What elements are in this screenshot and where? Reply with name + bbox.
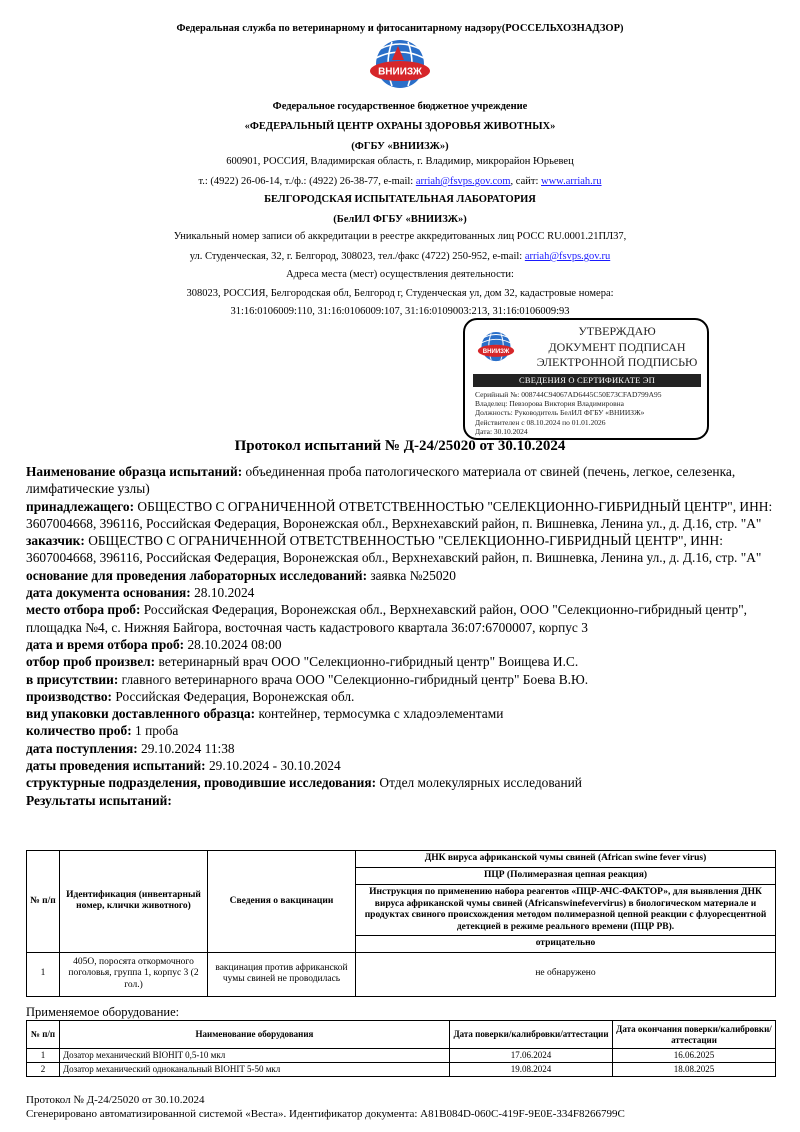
- eq-name: Дозатор механический BIOHIT 0,5-10 мкл: [60, 1049, 450, 1063]
- lab-address-prefix: ул. Студенческая, 32, г. Белгород, 308023, тел./факс (4722) 250-952, e-mail:: [189, 251, 525, 262]
- stamp-approve: УТВЕРЖДАЮ: [578, 324, 656, 338]
- stamp-electronic: ЭЛЕКТРОННОЙ ПОДПИСЬЮ: [536, 355, 698, 369]
- field-basis: основание для проведения лабораторных исследований: заявка №25020: [26, 567, 456, 583]
- equipment-label: Применяемое оборудование:: [26, 1005, 180, 1019]
- logo-text: ВНИИЗЖ: [378, 66, 422, 78]
- results-norm: отрицательно: [356, 936, 776, 953]
- field-departments: структурные подразделения, проводившие исследования: Отдел молекулярных исследований: [26, 775, 582, 791]
- field-owner: принадлежащего: ОБЩЕСТВО С ОГРАНИЧЕННОЙ ОТВЕТСТВЕННОСТЬЮ "СЕЛЕКЦИОННО-ГИБРИДНЫЙ ЦЕНТР", ИНН: 3607004668, 396116, Российская Федерация, Воронежская обл., Верхнехавский район, п. Вишневка, Ленина ул., д. Д.16, стр. "А": [26, 498, 773, 531]
- stamp-serial: Серийный №: 008744C94067AD6445C50E73CFAD799A95: [475, 390, 662, 399]
- results-header-num: № п/п: [27, 851, 60, 953]
- institution-contacts: [0, 175, 800, 189]
- stamp-valid: Действителен с 08.10.2024 по 01.01.2026: [475, 417, 606, 427]
- institution-short: (ФГБУ «ВНИИЗЖ»): [351, 141, 449, 152]
- equipment-table: [26, 1020, 776, 1077]
- results-header-id: Идентификация (инвентарный номер, клички животного): [60, 851, 208, 953]
- field-production: производство: Российская Федерация, Воронежская обл.: [26, 688, 355, 704]
- field-sampling-datetime: дата и время отбора проб: 28.10.2024 08:00: [26, 636, 282, 652]
- field-sampled-by: отбор проб произвел: ветеринарный врач ООО "Селекционно-гибридный центр" Воищева И.С.: [26, 654, 579, 670]
- protocol-title: Протокол испытаний № Д-24/25020 от 30.10.2024: [234, 438, 566, 454]
- eq-check: 19.08.2024: [450, 1063, 613, 1077]
- results-table: [26, 850, 776, 997]
- footer-protocol: Протокол № Д-24/25020 от 30.10.2024: [26, 1094, 205, 1106]
- row-id: 405О, поросята откормочного поголовья, группа 1, корпус 3 (2 гол.): [60, 952, 208, 996]
- activity-label: Адреса места (мест) осуществления деятельности:: [286, 269, 514, 280]
- eq-check: 17.06.2024: [450, 1049, 613, 1063]
- results-test-name: ДНК вируса африканской чумы свиней (African swine fever virus): [356, 851, 776, 868]
- field-results-label: Результаты испытаний:: [26, 792, 172, 808]
- lab-address: [0, 250, 800, 264]
- eq-end: 16.06.2025: [613, 1049, 776, 1063]
- table-row: [27, 952, 776, 996]
- stamp-logo: [473, 328, 519, 370]
- field-sampling-place: место отбора проб: Российская Федерация, Воронежская обл., Верхнехавский район, ООО "Селекционно-гибридный центр", площадка №4, с. Нижняя Байгора, восточная часть кадастрового квартала 36:07:6700007, корпус 3: [26, 602, 748, 635]
- field-sample-count: количество проб: 1 проба: [26, 723, 179, 739]
- field-basis-date: дата документа основания: 28.10.2024: [26, 585, 255, 601]
- site-prefix: , сайт:: [510, 176, 541, 187]
- row-result: не обнаружено: [356, 952, 776, 996]
- accreditation: Уникальный номер записи об аккредитации в реестре аккредитованных лиц РОСС RU.0001.21ПЛ37,: [173, 231, 627, 242]
- stamp-details: [475, 390, 705, 436]
- table-row: [27, 1049, 776, 1063]
- eq-header-name: Наименование оборудования: [60, 1021, 450, 1049]
- vniizzh-logo: [362, 38, 438, 98]
- results-instruction: Инструкция по применению набора реагентов «ПЦР-АЧС-ФАКТОР», для выявления ДНК вируса африканской чумы свиней (Africanswinefevervirus) в биологическом материале и продуктах свиного происхождения методом полимеразной цепной реакции с флуоресцентной детекцией в режиме реального времени (ПЦР РВ).: [356, 885, 776, 936]
- stamp-logo-text: ВНИИЗЖ: [482, 348, 510, 355]
- institution-type: Федеральное государственное бюджетное учреждение: [272, 101, 528, 112]
- site-link[interactable]: www.arriah.ru: [541, 176, 602, 187]
- field-witness: в присутствии: главного ветеринарного врача ООО "Селекционно-гибридный центр" Боева В.Ю.: [26, 671, 589, 687]
- eq-header-end: Дата окончания поверки/калибровки/аттестации: [613, 1021, 776, 1049]
- lab-short: (БелИЛ ФГБУ «ВНИИЗЖ»): [333, 214, 467, 225]
- lab-email-link[interactable]: arriah@fsvps.gov.ru: [524, 251, 611, 262]
- cadastral-numbers: 31:16:0106009:110, 31:16:0106009:107, 31:16:0109003:213, 31:16:0106009:93: [230, 306, 570, 317]
- email-link[interactable]: arriah@fsvps.gov.com: [415, 176, 511, 187]
- footer-generated: Сгенерировано автоматизированной системой «Веста». Идентификатор документа: A81B084D-060C-419F-9E0E-334F8266799C: [26, 1108, 625, 1120]
- stamp-position: Должность: Руководитель БелИЛ ФГБУ «ВНИИЗЖ»: [475, 408, 645, 418]
- row-num: 1: [27, 952, 60, 996]
- field-test-dates: даты проведения испытаний: 29.10.2024 - 30.10.2024: [26, 758, 341, 774]
- contacts-prefix: т.: (4922) 26-06-14, т./ф.: (4922) 26-38-77, e-mail:: [198, 176, 416, 187]
- field-sample-name: Наименование образца испытаний: объединенная проба патологического материала от свиней (печень, легкое, селезенка, лимфатические узлы): [26, 464, 736, 497]
- eq-header-check: Дата поверки/калибровки/аттестации: [450, 1021, 613, 1049]
- field-received: дата поступления: 29.10.2024 11:38: [26, 740, 235, 756]
- footer: [26, 1093, 625, 1121]
- activity-address: 308023, РОССИЯ, Белгородская обл, Белгород г, Студенческая ул, дом 32, кадастровые номера:: [186, 288, 614, 299]
- stamp-signed: ДОКУМЕНТ ПОДПИСАН: [548, 340, 686, 354]
- stamp-owner: Владелец: Певзорова Виктория Владимировна: [475, 399, 624, 409]
- stamp-cert-title: СВЕДЕНИЯ О СЕРТИФИКАТЕ ЭП: [473, 374, 701, 387]
- protocol-fields: [26, 463, 786, 809]
- results-header-vacc: Сведения о вакцинации: [208, 851, 356, 953]
- eq-num: 2: [27, 1063, 60, 1077]
- signature-stamp: [463, 318, 709, 440]
- agency-title: Федеральная служба по ветеринарному и фитосанитарному надзору(РОССЕЛЬХОЗНАДЗОР): [176, 23, 624, 34]
- results-method: ПЦР (Полимеразная цепная реакция): [356, 868, 776, 885]
- eq-num: 1: [27, 1049, 60, 1063]
- eq-header-num: № п/п: [27, 1021, 60, 1049]
- row-vacc: вакцинация против африканской чумы свиней не проводилась: [208, 952, 356, 996]
- field-customer: заказчик: ОБЩЕСТВО С ОГРАНИЧЕННОЙ ОТВЕТСТВЕННОСТЬЮ "СЕЛЕКЦИОННО-ГИБРИДНЫЙ ЦЕНТР", ИНН: 3607004668, 396116, Российская Федерация, Воронежская обл., Верхнехавский район, п. Вишневка, Ленина ул., д. Д.16, стр. "А": [26, 533, 762, 566]
- field-packaging: вид упаковки доставленного образца: контейнер, термосумка с хладоэлементами: [26, 706, 504, 722]
- institution-address: 600901, РОССИЯ, Владимирская область, г. Владимир, микрорайон Юрьевец: [226, 156, 574, 167]
- lab-name: БЕЛГОРОДСКАЯ ИСПЫТАТЕЛЬНАЯ ЛАБОРАТОРИЯ: [264, 194, 536, 205]
- table-row: [27, 1063, 776, 1077]
- stamp-date: Дата: 30.10.2024: [475, 426, 528, 436]
- eq-end: 18.08.2025: [613, 1063, 776, 1077]
- eq-name: Дозатор механический одноканальный BIOHIT 5-50 мкл: [60, 1063, 450, 1077]
- institution-name: «ФЕДЕРАЛЬНЫЙ ЦЕНТР ОХРАНЫ ЗДОРОВЬЯ ЖИВОТНЫХ»: [244, 121, 556, 132]
